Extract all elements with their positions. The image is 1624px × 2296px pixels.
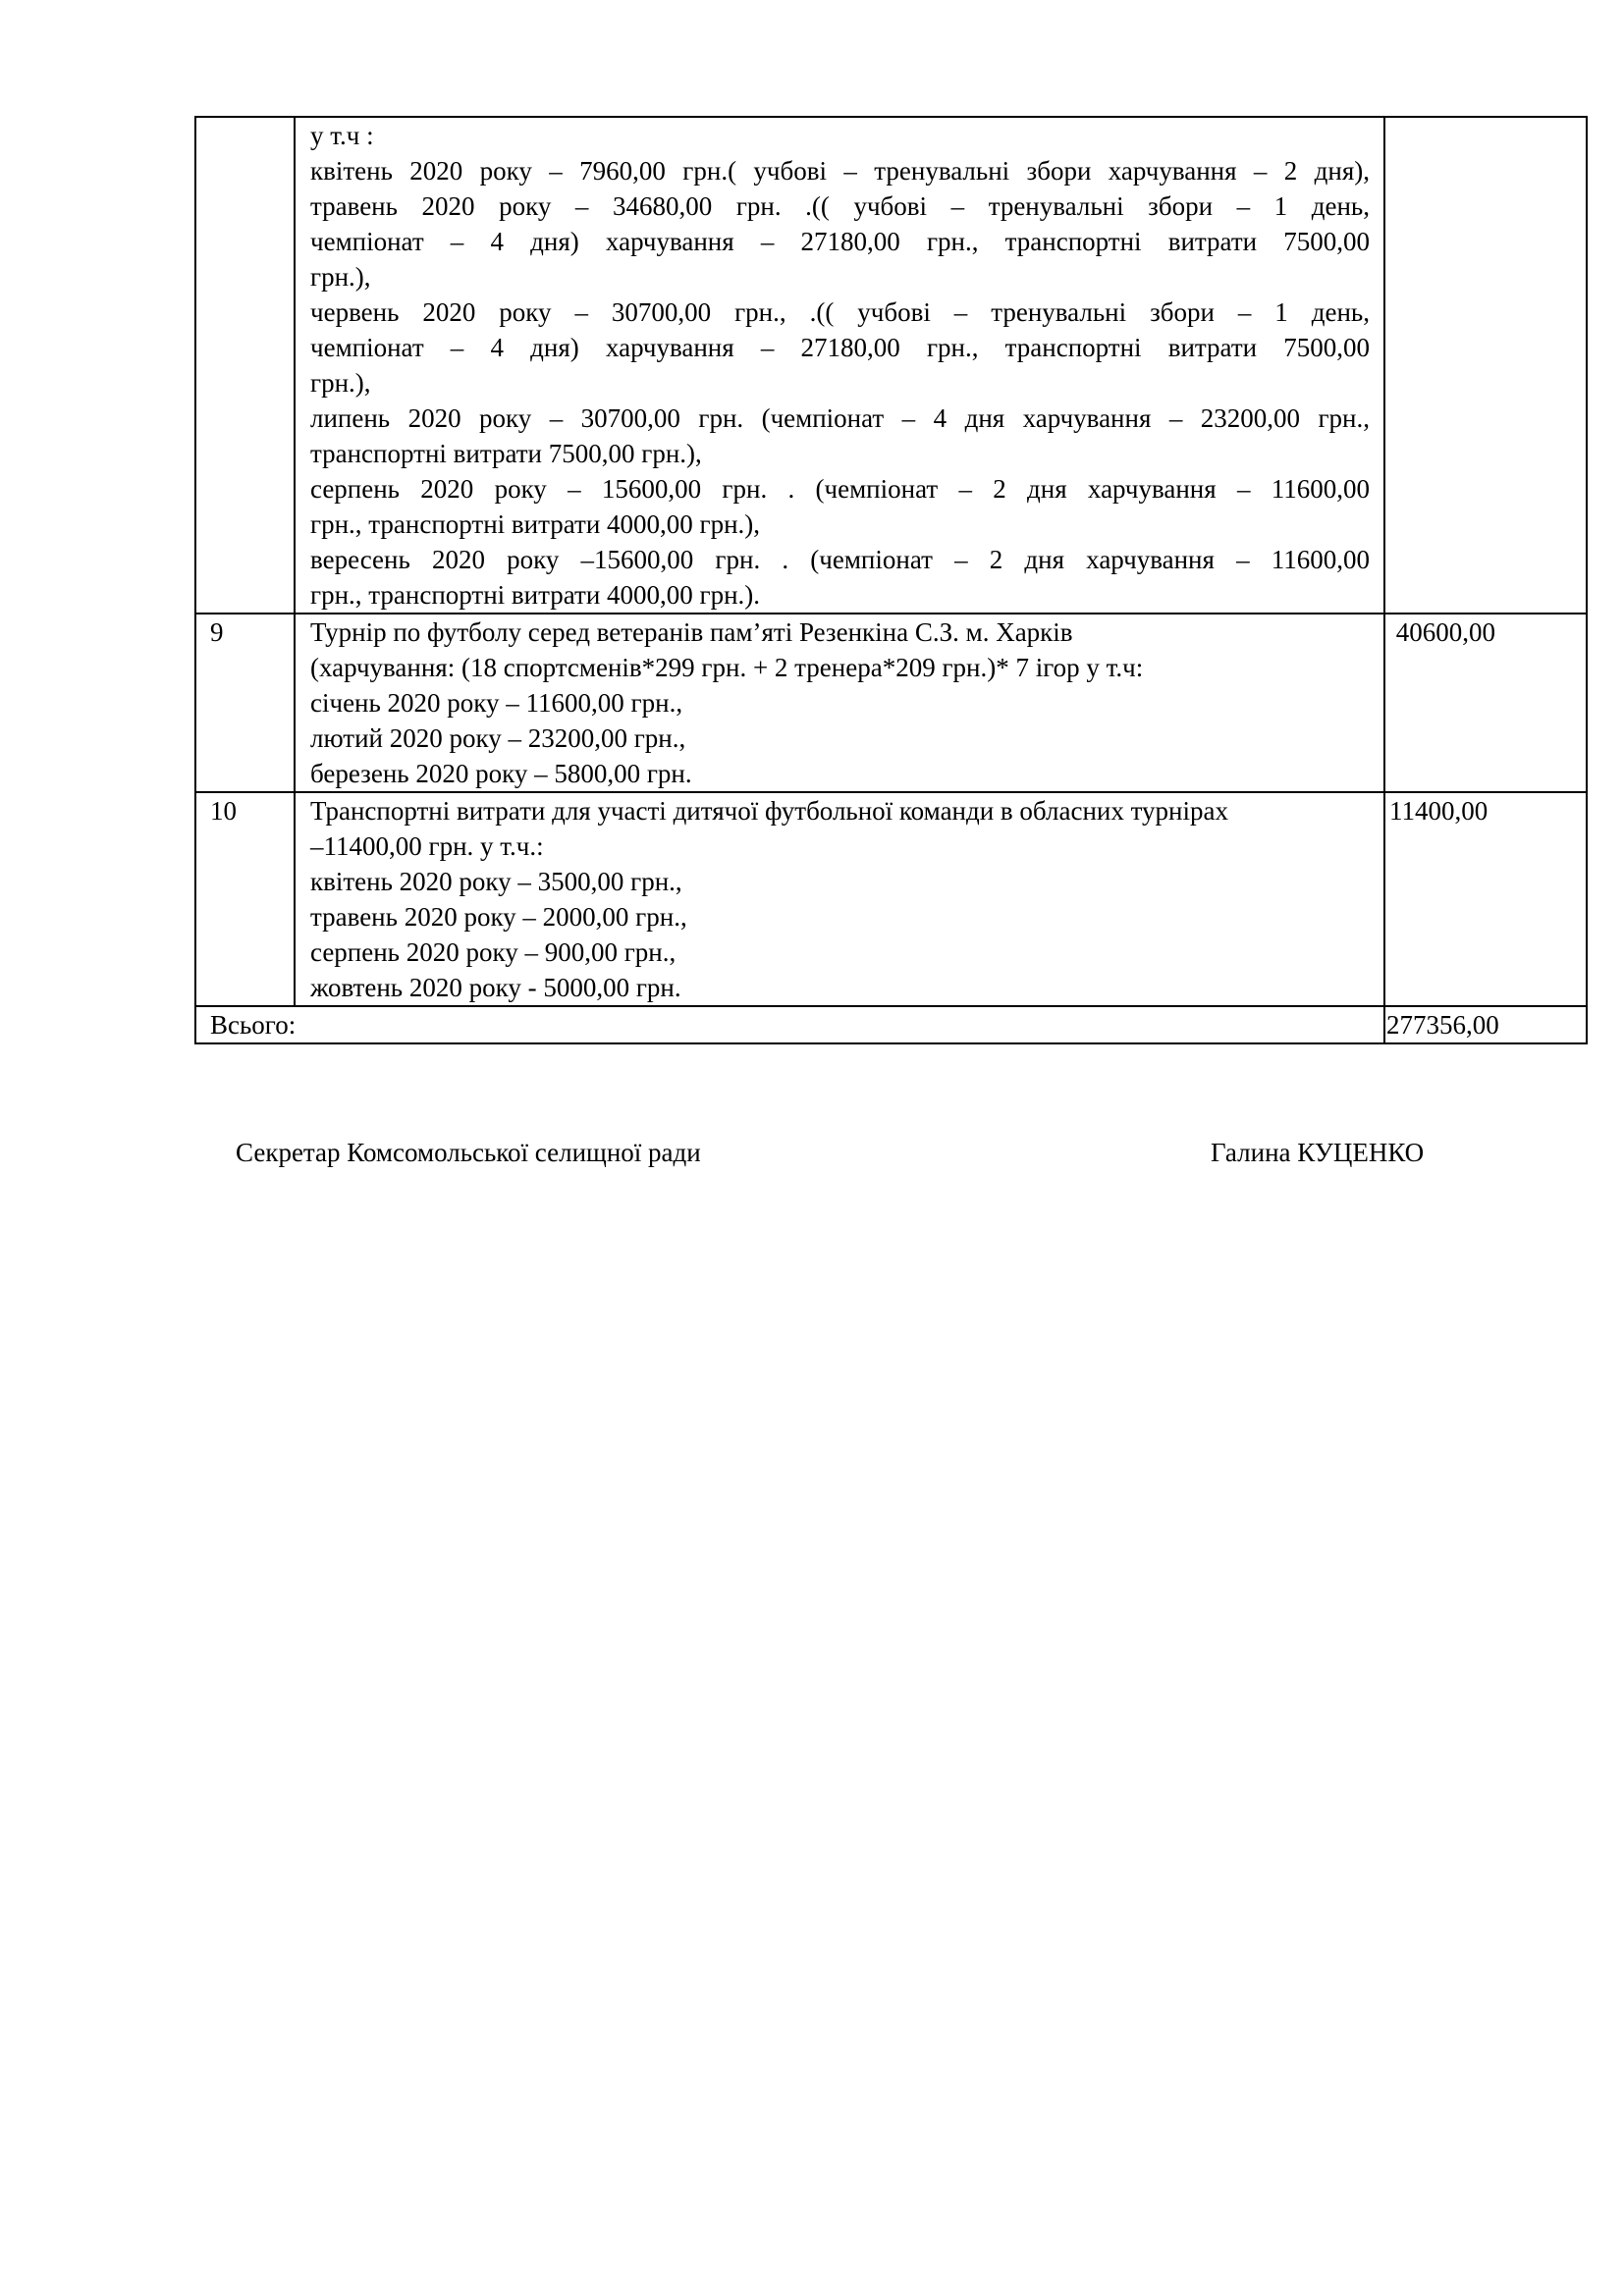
description-line: чемпіонат – 4 дня) харчування – 27180,00 грн., транспортні витрати 7500,00	[310, 333, 1370, 362]
description-line: квітень 2020 року – 3500,00 грн.,	[310, 867, 682, 896]
row-description-cell	[295, 614, 1384, 792]
description-line: грн.),	[310, 368, 371, 398]
table-row	[195, 792, 1587, 1006]
description-line: червень 2020 року – 30700,00 грн., .(( учбові – тренувальні збори – 1 день,	[310, 297, 1370, 327]
row-sum-cell: 40600,00	[1384, 614, 1587, 792]
description-line: грн., транспортні витрати 4000,00 грн.),	[310, 509, 761, 539]
description-line: жовтень 2020 року - 5000,00 грн.	[310, 973, 681, 1002]
row-sum-cell	[1384, 117, 1587, 614]
row-number-cell: 10	[195, 792, 295, 1006]
description-line: квітень 2020 року – 7960,00 грн.( учбові – тренувальні збори харчування – 2 дня),	[310, 156, 1370, 186]
row-number-cell: 9	[195, 614, 295, 792]
total-label: Всього:	[195, 1006, 1384, 1043]
description-line: травень 2020 року – 2000,00 грн.,	[310, 902, 687, 932]
description-line: січень 2020 року – 11600,00 грн.,	[310, 688, 683, 718]
description-line: березень 2020 року – 5800,00 грн.	[310, 759, 692, 788]
row-description-cell	[295, 117, 1384, 614]
description-line: липень 2020 року – 30700,00 грн. (чемпіонат – 4 дня харчування – 23200,00 грн.,	[310, 403, 1370, 433]
description-line: (харчування: (18 спортсменів*299 грн. + 2 тренера*209 грн.)* 7 ігор у т.ч:	[310, 653, 1144, 682]
signature-position: Секретар Комсомольської селищної ради	[236, 1138, 701, 1167]
description-line: Турнір по футболу серед ветеранів пам’яті Резенкіна С.З. м. Харків	[310, 617, 1073, 647]
description-line: грн., транспортні витрати 4000,00 грн.).	[310, 580, 761, 610]
description-line: серпень 2020 року – 15600,00 грн. . (чемпіонат – 2 дня харчування – 11600,00	[310, 474, 1370, 504]
description-line: –11400,00 грн. у т.ч.:	[310, 831, 544, 861]
description-line: Транспортні витрати для участі дитячої футбольної команди в обласних турнірах	[310, 796, 1228, 826]
description-line: лютий 2020 року – 23200,00 грн.,	[310, 723, 686, 753]
description-line: чемпіонат – 4 дня) харчування – 27180,00 грн., транспортні витрати 7500,00	[310, 227, 1370, 256]
description-line: травень 2020 року – 34680,00 грн. .(( учбові – тренувальні збори – 1 день,	[310, 191, 1370, 221]
table-row	[195, 117, 1587, 614]
description-line: у т.ч :	[310, 121, 374, 150]
row-number-cell	[195, 117, 295, 614]
description-line: вересень 2020 року –15600,00 грн. . (чемпіонат – 2 дня харчування – 11600,00	[310, 545, 1370, 574]
description-line: серпень 2020 року – 900,00 грн.,	[310, 937, 677, 967]
table-row	[195, 614, 1587, 792]
row-sum-cell: 11400,00	[1384, 792, 1587, 1006]
description-line: грн.),	[310, 262, 371, 292]
budget-table	[194, 116, 1588, 1044]
description-line: транспортні витрати 7500,00 грн.),	[310, 439, 702, 468]
signature-name: Галина КУЦЕНКО	[1211, 1138, 1425, 1167]
row-description-cell	[295, 792, 1384, 1006]
total-value: 277356,00	[1384, 1006, 1587, 1043]
total-row	[195, 1006, 1587, 1043]
